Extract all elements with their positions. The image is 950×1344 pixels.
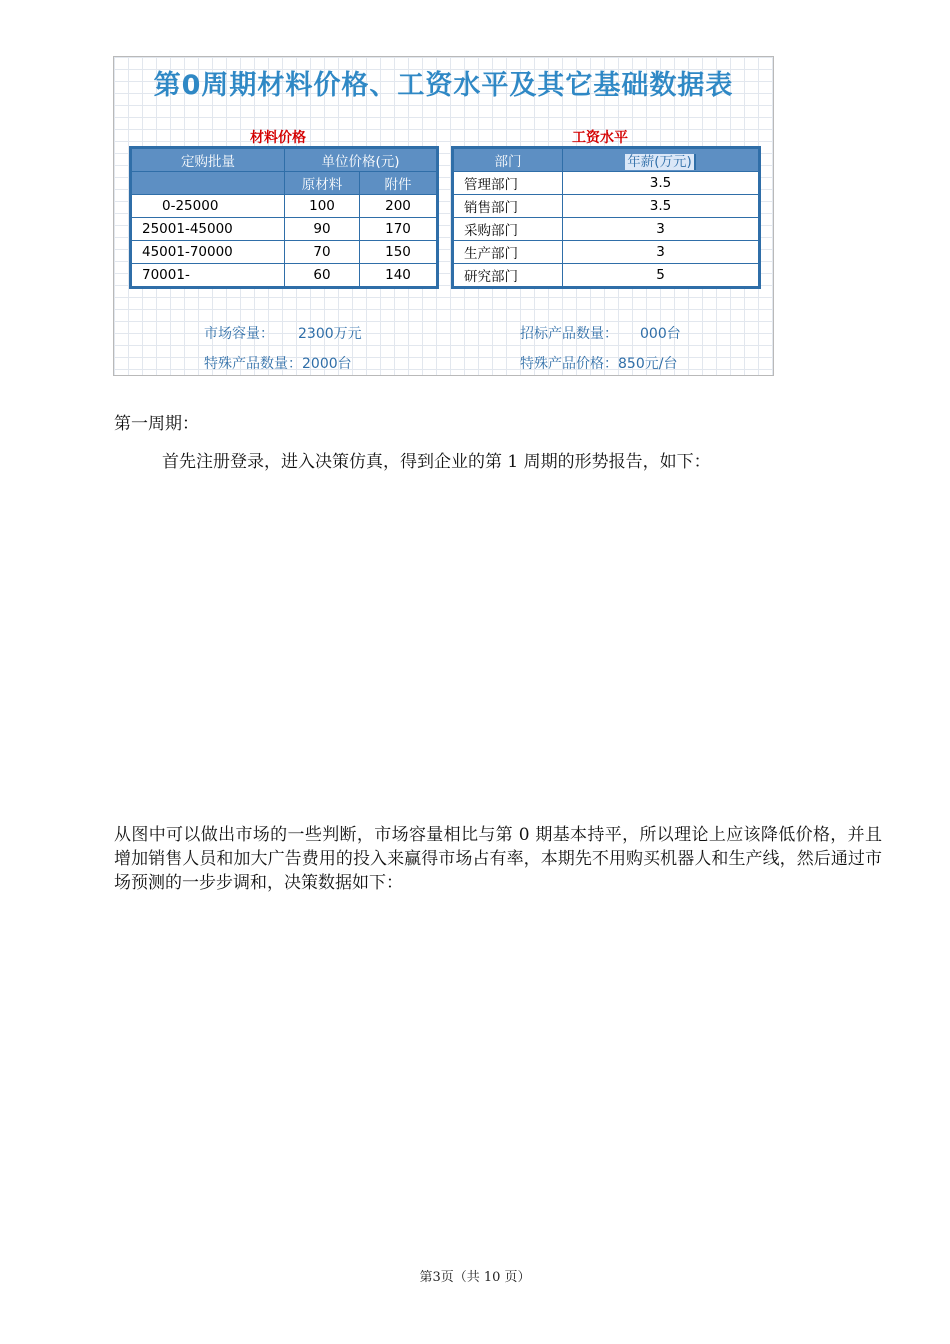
- header-department: 部门: [454, 149, 563, 172]
- material-price-label: 材料价格: [250, 130, 306, 146]
- header-batch: 定购批量: [132, 149, 285, 172]
- intro-paragraph: 首先注册登录，进入决策仿真，得到企业的第 1 周期的形势报告，如下：: [162, 452, 711, 472]
- dept-cell: 管理部门: [454, 172, 563, 195]
- special-product-price: [520, 353, 677, 373]
- market-capacity-value: 2300万元: [298, 326, 362, 342]
- dept-cell: 销售部门: [454, 195, 563, 218]
- bid-qty-label: 招标产品数量：: [520, 326, 618, 342]
- header-empty: [132, 172, 285, 195]
- header-unit-price: 单位价格(元): [285, 149, 437, 172]
- special-product-quantity: [204, 353, 352, 373]
- special-price-value: 850元/台: [618, 356, 678, 372]
- bid-qty-value: 000台: [640, 326, 681, 342]
- dept-cell: 研究部门: [454, 264, 563, 287]
- raw-cell: 60: [285, 264, 360, 287]
- header-parts: 附件: [360, 172, 437, 195]
- parts-cell: 140: [360, 264, 437, 287]
- bid-product-quantity: [520, 323, 681, 343]
- salary-cell: 3: [563, 241, 759, 264]
- selected-cell-text: 年薪(万元): [625, 154, 696, 170]
- header-raw-material: 原材料: [285, 172, 360, 195]
- wage-level-table: [453, 148, 759, 287]
- table-row: [454, 195, 759, 218]
- page-footer: 第3页（共 10 页）: [419, 1270, 531, 1285]
- raw-cell: 100: [285, 195, 360, 218]
- dept-cell: 采购部门: [454, 218, 563, 241]
- parts-cell: 170: [360, 218, 437, 241]
- parts-cell: 150: [360, 241, 437, 264]
- batch-cell: 70001-: [132, 264, 285, 287]
- wage-level-label: 工资水平: [572, 130, 628, 146]
- table-row: [132, 218, 437, 241]
- table-row: [454, 241, 759, 264]
- special-qty-value: 2000台: [302, 356, 352, 372]
- batch-cell: 45001-70000: [132, 241, 285, 264]
- raw-cell: 90: [285, 218, 360, 241]
- market-capacity-label: 市场容量：: [204, 326, 274, 342]
- salary-cell: 3.5: [563, 172, 759, 195]
- batch-cell: 25001-45000: [132, 218, 285, 241]
- salary-cell: 5: [563, 264, 759, 287]
- header-annual-salary: [563, 149, 759, 172]
- material-price-table: [131, 148, 437, 287]
- dept-cell: 生产部门: [454, 241, 563, 264]
- salary-cell: 3: [563, 218, 759, 241]
- table-row: [132, 264, 437, 287]
- base-data-table-figure: [113, 56, 774, 376]
- analysis-paragraph: 从图中可以做出市场的一些判断，市场容量相比与第 0 期基本持平，所以理论上应该降低价格，并且增加销售人员和加大广告费用的投入来赢得市场占有率，本期先不用购买机器人和生产线，然后通过市场预测的一步步调和，决策数据如下：: [114, 825, 882, 893]
- figure-title: 第0周期材料价格、工资水平及其它基础数据表: [153, 70, 734, 101]
- batch-cell: 0-25000: [132, 195, 285, 218]
- table-row: [132, 195, 437, 218]
- market-capacity: [204, 323, 362, 343]
- table-row: [454, 172, 759, 195]
- period1-heading: 第一周期：: [114, 414, 199, 434]
- table-row: [132, 241, 437, 264]
- special-qty-label: 特殊产品数量：: [204, 356, 302, 372]
- salary-cell: 3.5: [563, 195, 759, 218]
- table-row: [454, 264, 759, 287]
- special-price-label: 特殊产品价格：: [520, 356, 618, 372]
- parts-cell: 200: [360, 195, 437, 218]
- table-row: [454, 218, 759, 241]
- raw-cell: 70: [285, 241, 360, 264]
